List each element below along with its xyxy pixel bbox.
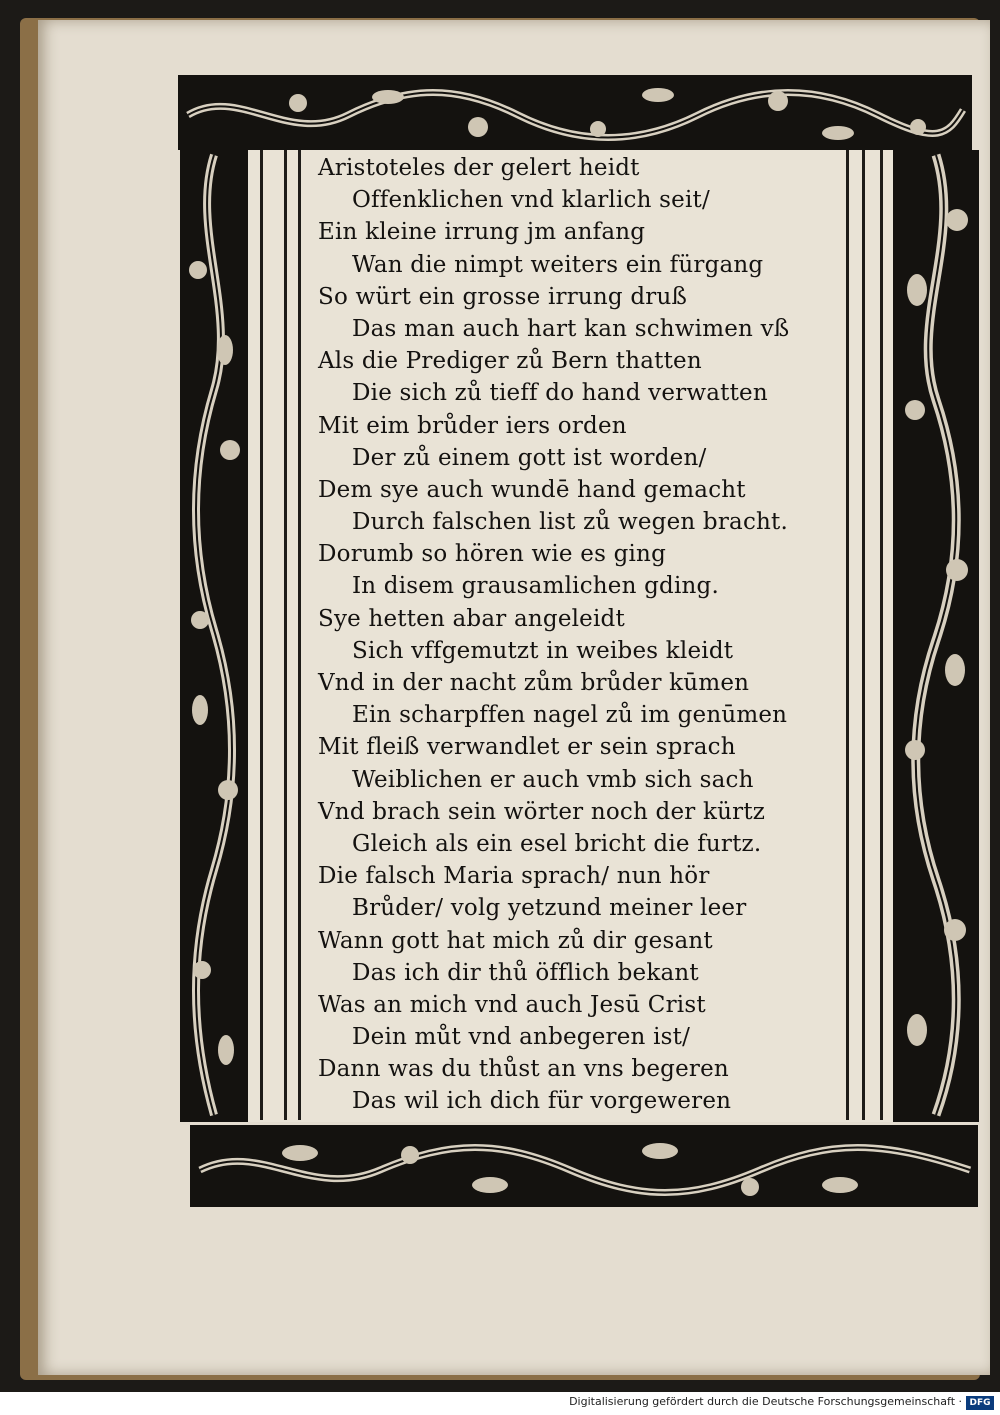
rule-right-middle [862,150,865,1120]
verse-line: Mit eim brůder iers orden [318,412,627,439]
verse-line: Der zů einem gott ist worden/ [352,444,707,471]
verse-line: Mit fleiß verwandlet er sein sprach [318,734,736,761]
verse-line: Brůder/ volg yetzund meiner leer [352,895,747,922]
verse-line: Das wil ich dich für vorgeweren [352,1088,732,1115]
verse-line: Wan die nimpt weiters ein fürgang [352,251,764,278]
verse-line: In disem grausamlichen gding. [352,573,719,600]
verse-line: Dorumb so hören wie es ging [318,541,666,568]
verse-line: Das ich dir thů öfflich bekant [352,959,699,986]
verse-line: Wann gott hat mich zů dir gesant [318,927,713,954]
verse-line: Vnd brach sein wörter noch der kürtz [318,798,766,825]
verse-line: Weiblichen er auch vmb sich sach [352,766,754,793]
verse-line: Als die Prediger zů Bern thatten [318,348,702,375]
verse-line: Was an mich vnd auch Jesū Crist [318,991,706,1018]
verse-line: Offenklichen vnd klarlich seit/ [352,187,710,214]
verse-line: Die falsch Maria sprach/ nun hör [318,863,710,890]
verse-line: Ein kleine irrung jm anfang [318,219,646,246]
verse-line: Gleich als ein esel bricht die furtz. [352,830,762,857]
verse-line: Durch falschen list zů wegen bracht. [352,509,789,536]
verse-line: Die sich zů tieff do hand verwatten [352,380,768,407]
woodcut-border-top [178,75,972,150]
verse-line: Dann was du thůst an vns begeren [318,1056,729,1083]
verse-line: Ein scharpffen nagel zů im genūmen [352,702,788,729]
rule-left-middle [284,150,287,1120]
rule-left-outer [260,150,263,1120]
vine-ornament-bottom [190,1125,978,1207]
digitization-credit: Digitalisierung gefördert durch die Deutsche Forschungsgemeinschaft · [569,1395,962,1408]
dfg-logo: DFG [966,1396,994,1410]
rule-left-inner [298,150,301,1120]
verse-text [318,152,858,1118]
vine-ornament-right [893,150,979,1122]
verse-line: Vnd in der nacht zům brůder kūmen [318,670,750,696]
verse-line: Dein můt vnd anbegeren ist/ [352,1024,691,1051]
woodcut-border-left [180,150,248,1122]
verse-line: Dem sye auch wundē hand gemacht [318,476,746,503]
verse-line: Sich vffgemutzt in weibes kleidt [352,637,734,664]
verse-line: Sye hetten abar angeleidt [318,605,625,632]
vine-ornament-left [180,150,248,1122]
verse-line: Aristoteles der gelert heidt [318,155,640,181]
vine-ornament-top [178,75,972,150]
rule-right-outer [880,150,883,1120]
verse-line: So würt ein grosse irrung druß [318,283,688,310]
verse-line: Das man auch hart kan schwimen vß [352,315,790,342]
woodcut-border-right [893,150,979,1122]
woodcut-border-bottom [190,1125,978,1207]
